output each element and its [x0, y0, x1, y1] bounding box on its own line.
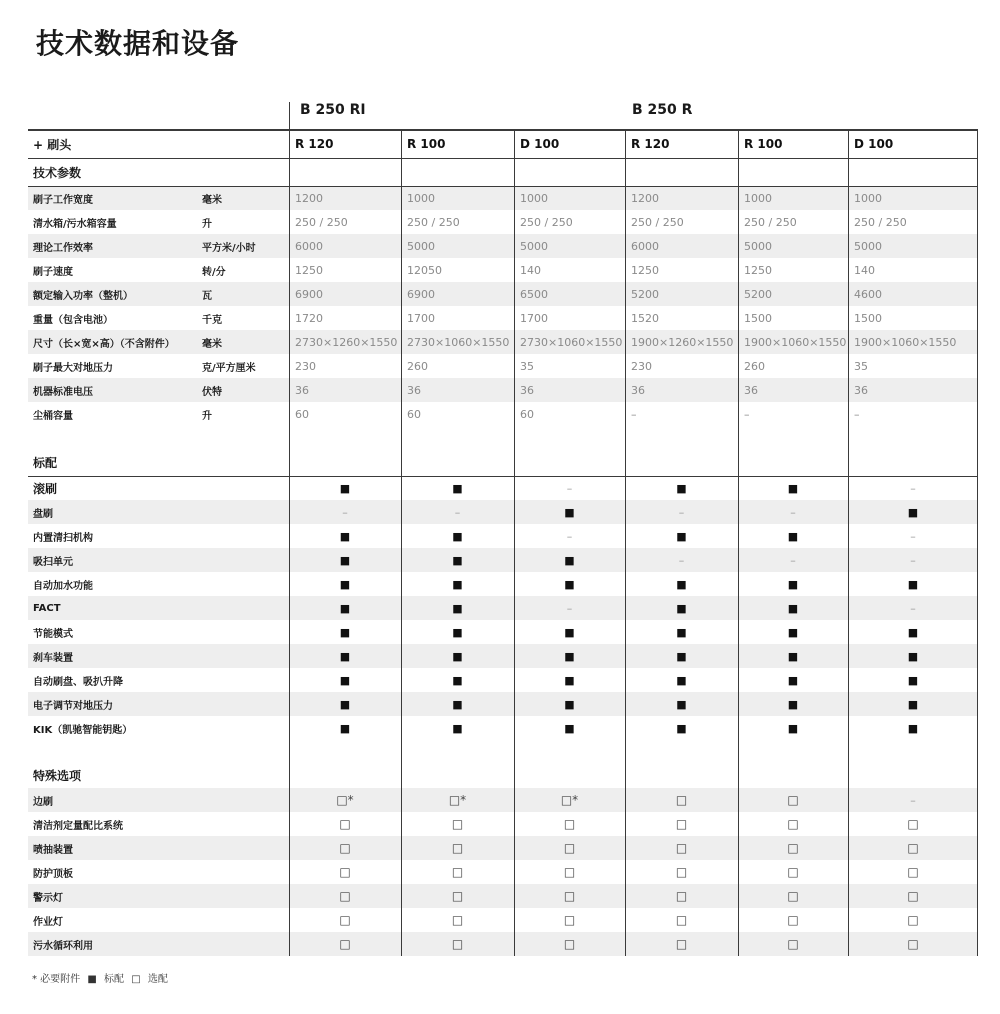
row-divider — [28, 476, 978, 477]
feature-mark: □ — [563, 937, 576, 951]
table-row — [28, 548, 978, 572]
feature-mark: □ — [339, 841, 351, 855]
feature-mark: ■ — [452, 529, 463, 543]
spec-value: 250 / 250 — [407, 215, 460, 229]
spec-unit: 毫米 — [202, 194, 222, 206]
feature-mark: ■ — [339, 697, 351, 711]
feature-mark: – — [790, 553, 796, 567]
feature-mark: □ — [451, 865, 464, 879]
feature-mark: – — [910, 793, 916, 807]
column-divider — [514, 130, 515, 956]
table-row — [28, 740, 978, 762]
spec-value: 4600 — [854, 287, 882, 301]
table-row — [28, 500, 978, 524]
row-divider — [28, 130, 978, 131]
spec-value: 1900×1260×1550 — [631, 335, 734, 349]
feature-label: 边刷 — [33, 796, 53, 808]
spec-value: 230 — [295, 359, 316, 373]
table-row — [28, 306, 978, 330]
feature-mark: □* — [448, 793, 467, 807]
spec-value: 1200 — [295, 191, 323, 205]
spec-value: 6900 — [407, 287, 435, 301]
spec-unit: 转/分 — [202, 266, 226, 278]
column-divider — [848, 130, 849, 956]
spec-value: 36 — [520, 383, 534, 397]
feature-mark: ■ — [907, 625, 919, 639]
feature-label: 喷抽装置 — [33, 844, 73, 856]
spec-value: 140 — [520, 263, 541, 277]
feature-label: 作业灯 — [33, 916, 63, 928]
table-row — [28, 524, 978, 548]
table-row — [28, 158, 978, 186]
spec-value: – — [744, 407, 750, 421]
feature-label: 警示灯 — [33, 892, 63, 904]
column-header: R 100 — [744, 137, 783, 151]
feature-mark: ■ — [907, 697, 919, 711]
feature-mark: – — [454, 505, 461, 519]
spec-value: 36 — [744, 383, 758, 397]
feature-label: 清洁剂定量配比系统 — [33, 820, 123, 832]
feature-mark: ■ — [452, 553, 463, 567]
column-divider — [977, 130, 978, 956]
feature-mark: – — [342, 505, 348, 519]
feature-mark: ■ — [564, 673, 575, 687]
feature-mark: – — [910, 529, 916, 543]
table-row — [28, 130, 978, 158]
column-divider — [738, 130, 739, 956]
spec-value: 5000 — [520, 239, 548, 253]
feature-mark: ■ — [676, 649, 687, 663]
spec-value: 36 — [295, 383, 309, 397]
spec-value: 12050 — [407, 263, 442, 277]
spec-value: 260 — [407, 359, 428, 373]
feature-mark: ■ — [452, 649, 463, 663]
feature-mark: ■ — [787, 625, 799, 639]
feature-mark: ■ — [676, 481, 687, 495]
feature-mark: ■ — [787, 529, 799, 543]
table-row — [28, 644, 978, 668]
table-row — [28, 186, 978, 210]
feature-label: 防护顶板 — [33, 868, 73, 880]
feature-mark: – — [910, 481, 916, 495]
spec-value: 1500 — [854, 311, 882, 325]
spec-label: 刷子工作宽度 — [33, 194, 93, 206]
feature-mark: – — [566, 601, 573, 615]
page-title: 技术数据和设备 — [36, 27, 240, 60]
table-row — [28, 448, 978, 476]
spec-value: 2730×1060×1550 — [520, 335, 623, 349]
feature-mark: ■ — [339, 529, 351, 543]
table-row — [28, 620, 978, 644]
spec-label: 重量（包含电池） — [33, 314, 113, 326]
feature-mark: □ — [907, 889, 919, 903]
legend-std-label: 标配 — [104, 974, 125, 985]
spec-value: 1720 — [295, 311, 323, 325]
spec-value: 1000 — [520, 191, 548, 205]
spec-unit: 克/平方厘米 — [202, 362, 256, 374]
feature-mark: □ — [787, 793, 799, 807]
feature-mark: ■ — [339, 673, 351, 687]
column-divider — [625, 130, 626, 956]
feature-mark: – — [566, 481, 573, 495]
feature-mark: □ — [675, 889, 688, 903]
spec-value: 36 — [631, 383, 645, 397]
table-row — [28, 884, 978, 908]
table-row — [28, 860, 978, 884]
column-divider — [289, 130, 290, 956]
spec-value: 1000 — [854, 191, 882, 205]
spec-value: 1900×1060×1550 — [854, 335, 957, 349]
spec-value: 60 — [407, 407, 421, 421]
feature-mark: ■ — [676, 529, 687, 543]
spec-value: – — [854, 407, 860, 421]
feature-mark: ■ — [564, 721, 575, 735]
feature-mark: □ — [787, 817, 799, 831]
table-row — [28, 908, 978, 932]
section-title: 特殊选项 — [33, 768, 82, 783]
legend-accessory: * 必要附件 — [32, 974, 81, 985]
feature-mark: ■ — [564, 553, 575, 567]
feature-mark: □ — [339, 937, 351, 951]
spec-value: 1000 — [744, 191, 772, 205]
spec-value: 1700 — [407, 311, 435, 325]
feature-mark: □ — [563, 841, 576, 855]
table-row — [28, 426, 978, 448]
spec-value: 6900 — [295, 287, 323, 301]
spec-value: 2730×1060×1550 — [407, 335, 510, 349]
table-row — [28, 234, 978, 258]
feature-mark: ■ — [452, 721, 463, 735]
feature-mark: □ — [451, 913, 464, 927]
feature-mark: □* — [560, 793, 579, 807]
feature-mark: □ — [339, 865, 351, 879]
feature-mark: ■ — [452, 697, 463, 711]
spec-table — [28, 130, 978, 956]
section-title: 标配 — [33, 455, 58, 470]
feature-mark: □ — [451, 817, 464, 831]
table-row — [28, 572, 978, 596]
feature-mark: □ — [451, 937, 464, 951]
feature-mark: □ — [907, 817, 919, 831]
feature-mark: ■ — [339, 481, 351, 495]
table-row — [28, 402, 978, 426]
spec-value: 1250 — [295, 263, 323, 277]
table-row — [28, 282, 978, 306]
spec-value: 5000 — [854, 239, 882, 253]
feature-mark: □ — [787, 865, 799, 879]
spec-value: 230 — [631, 359, 652, 373]
feature-label: FACT — [33, 602, 61, 614]
spec-value: 1500 — [744, 311, 772, 325]
spec-value: 36 — [407, 383, 421, 397]
feature-mark: □ — [563, 889, 576, 903]
legend — [32, 970, 172, 985]
feature-mark: ■ — [907, 673, 919, 687]
feature-mark: □* — [336, 793, 354, 807]
spec-label: 尺寸（长×宽×高）（不含附件） — [33, 338, 175, 350]
spec-value: 1520 — [631, 311, 659, 325]
spec-label: 理论工作效率 — [33, 242, 93, 254]
group-b250r: B 250 R — [632, 102, 693, 118]
table-row — [28, 210, 978, 234]
table-row — [28, 932, 978, 956]
feature-mark: □ — [907, 841, 919, 855]
table-row — [28, 788, 978, 812]
table-row — [28, 378, 978, 402]
spec-value: 260 — [744, 359, 765, 373]
header-divider — [28, 129, 978, 130]
feature-mark: ■ — [676, 721, 687, 735]
column-header: R 100 — [407, 137, 446, 151]
feature-mark: □ — [787, 841, 799, 855]
feature-mark: □ — [675, 793, 688, 807]
spec-label: 机器标准电压 — [33, 386, 93, 398]
feature-mark: □ — [907, 937, 919, 951]
table-row — [28, 330, 978, 354]
spec-value: 5200 — [744, 287, 772, 301]
model-group-header — [0, 102, 1000, 124]
table-row — [28, 716, 978, 740]
feature-mark: ■ — [339, 577, 351, 591]
spec-value: 1000 — [407, 191, 435, 205]
spec-label: 清水箱/污水箱容量 — [33, 218, 117, 230]
feature-mark: □ — [675, 817, 688, 831]
spec-value: 60 — [295, 407, 309, 421]
feature-mark: ■ — [452, 673, 463, 687]
feature-mark: – — [678, 553, 685, 567]
feature-label: 刹车装置 — [33, 652, 73, 664]
spec-value: 6000 — [295, 239, 323, 253]
spec-unit: 毫米 — [202, 338, 222, 350]
spec-value: 60 — [520, 407, 534, 421]
spec-unit: 平方米/小时 — [202, 242, 256, 254]
feature-mark: □ — [675, 913, 688, 927]
spec-value: 250 / 250 — [520, 215, 573, 229]
column-header: R 120 — [295, 137, 334, 151]
feature-label: KIK（凯驰智能钥匙） — [33, 724, 133, 736]
table-row — [28, 354, 978, 378]
feature-mark: ■ — [339, 553, 351, 567]
feature-label: 盘刷 — [33, 508, 53, 520]
group-divider — [289, 102, 290, 130]
spec-value: 35 — [520, 359, 534, 373]
feature-mark: ■ — [339, 649, 351, 663]
feature-mark: ■ — [787, 481, 799, 495]
row-divider — [28, 158, 978, 159]
feature-mark: ■ — [676, 673, 687, 687]
spec-value: 250 / 250 — [295, 215, 348, 229]
table-row — [28, 836, 978, 860]
feature-mark: ■ — [907, 577, 919, 591]
group-b250ri: B 250 RI — [300, 102, 366, 118]
legend-std-symbol: ■ — [87, 974, 97, 985]
section-title: 技术参数 — [33, 165, 82, 180]
feature-mark: □ — [787, 937, 799, 951]
spec-label: 额定输入功率（整机） — [33, 290, 133, 302]
column-header: R 120 — [631, 137, 670, 151]
spec-label: 刷子速度 — [33, 266, 73, 278]
spec-unit: 瓦 — [202, 290, 212, 302]
feature-mark: – — [790, 505, 796, 519]
feature-mark: ■ — [564, 649, 575, 663]
feature-mark: ■ — [907, 721, 919, 735]
feature-mark: ■ — [564, 697, 575, 711]
column-header: D 100 — [854, 137, 894, 151]
row-divider — [28, 186, 978, 187]
feature-mark: □ — [675, 937, 688, 951]
feature-mark: – — [910, 601, 916, 615]
feature-mark: ■ — [452, 481, 463, 495]
feature-mark: □ — [907, 865, 919, 879]
feature-label: 节能模式 — [33, 628, 73, 640]
spec-value: – — [631, 407, 637, 421]
spec-value: 5000 — [407, 239, 435, 253]
spec-value: 1200 — [631, 191, 659, 205]
legend-opt-symbol: □ — [131, 974, 141, 985]
table-row — [28, 692, 978, 716]
spec-value: 2730×1260×1550 — [295, 335, 398, 349]
feature-mark: □ — [339, 913, 351, 927]
legend-opt-label: 选配 — [147, 974, 168, 985]
feature-mark: ■ — [564, 505, 575, 519]
spec-value: 1250 — [631, 263, 659, 277]
feature-mark: ■ — [452, 577, 463, 591]
feature-mark: ■ — [907, 649, 919, 663]
feature-label: 电子调节对地压力 — [33, 700, 113, 712]
feature-mark: ■ — [339, 721, 351, 735]
feature-mark: ■ — [787, 601, 799, 615]
spec-label: 尘桶容量 — [33, 410, 73, 422]
feature-mark: ■ — [676, 601, 687, 615]
feature-label: 滚刷 — [33, 481, 58, 496]
feature-mark: ■ — [564, 625, 575, 639]
spec-value: 6000 — [631, 239, 659, 253]
spec-value: 250 / 250 — [631, 215, 684, 229]
feature-label: 自动加水功能 — [33, 580, 93, 592]
feature-mark: ■ — [787, 577, 799, 591]
spec-value: 5000 — [744, 239, 772, 253]
feature-label: 污水循环利用 — [33, 940, 93, 952]
feature-mark: ■ — [787, 697, 799, 711]
spec-unit: 升 — [202, 410, 212, 422]
spec-unit: 伏特 — [202, 386, 222, 398]
feature-label: 自动刷盘、吸扒升降 — [33, 676, 123, 688]
table-row — [28, 668, 978, 692]
feature-mark: ■ — [676, 577, 687, 591]
spec-value: 5200 — [631, 287, 659, 301]
feature-label: 吸扫单元 — [33, 556, 73, 568]
spec-label: 刷子最大对地压力 — [33, 362, 113, 374]
feature-mark: ■ — [676, 697, 687, 711]
feature-mark: ■ — [339, 601, 351, 615]
feature-mark: ■ — [787, 649, 799, 663]
brush-header-label: + 刷头 — [33, 137, 72, 152]
spec-value: 250 / 250 — [854, 215, 907, 229]
spec-unit: 千克 — [202, 314, 222, 326]
feature-mark: ■ — [564, 577, 575, 591]
spec-value: 36 — [854, 383, 868, 397]
spec-value: 6500 — [520, 287, 548, 301]
feature-mark: – — [678, 505, 685, 519]
table-row — [28, 596, 978, 620]
feature-mark: ■ — [787, 673, 799, 687]
feature-mark: – — [910, 553, 916, 567]
feature-mark: – — [566, 529, 573, 543]
spec-unit: 升 — [202, 218, 212, 230]
spec-value: 250 / 250 — [744, 215, 797, 229]
spec-value: 35 — [854, 359, 868, 373]
feature-mark: ■ — [787, 721, 799, 735]
feature-mark: □ — [563, 817, 576, 831]
feature-mark: □ — [451, 841, 464, 855]
spec-value: 1700 — [520, 311, 548, 325]
feature-mark: ■ — [452, 601, 463, 615]
feature-mark: □ — [563, 865, 576, 879]
feature-mark: □ — [339, 817, 351, 831]
feature-mark: □ — [339, 889, 351, 903]
feature-mark: □ — [787, 913, 799, 927]
table-row — [28, 762, 978, 788]
feature-mark: ■ — [907, 505, 919, 519]
table-row — [28, 812, 978, 836]
feature-mark: ■ — [452, 625, 463, 639]
table-row — [28, 258, 978, 282]
feature-mark: □ — [787, 889, 799, 903]
column-divider — [401, 130, 402, 956]
spec-value: 1250 — [744, 263, 772, 277]
spec-value: 1900×1060×1550 — [744, 335, 847, 349]
feature-mark: □ — [907, 913, 919, 927]
feature-mark: □ — [451, 889, 464, 903]
feature-mark: ■ — [339, 625, 351, 639]
feature-mark: □ — [675, 841, 688, 855]
feature-label: 内置清扫机构 — [33, 532, 93, 544]
feature-mark: ■ — [676, 625, 687, 639]
column-header: D 100 — [520, 137, 560, 151]
feature-mark: □ — [675, 865, 688, 879]
spec-value: 140 — [854, 263, 875, 277]
table-row — [28, 476, 978, 500]
feature-mark: □ — [563, 913, 576, 927]
